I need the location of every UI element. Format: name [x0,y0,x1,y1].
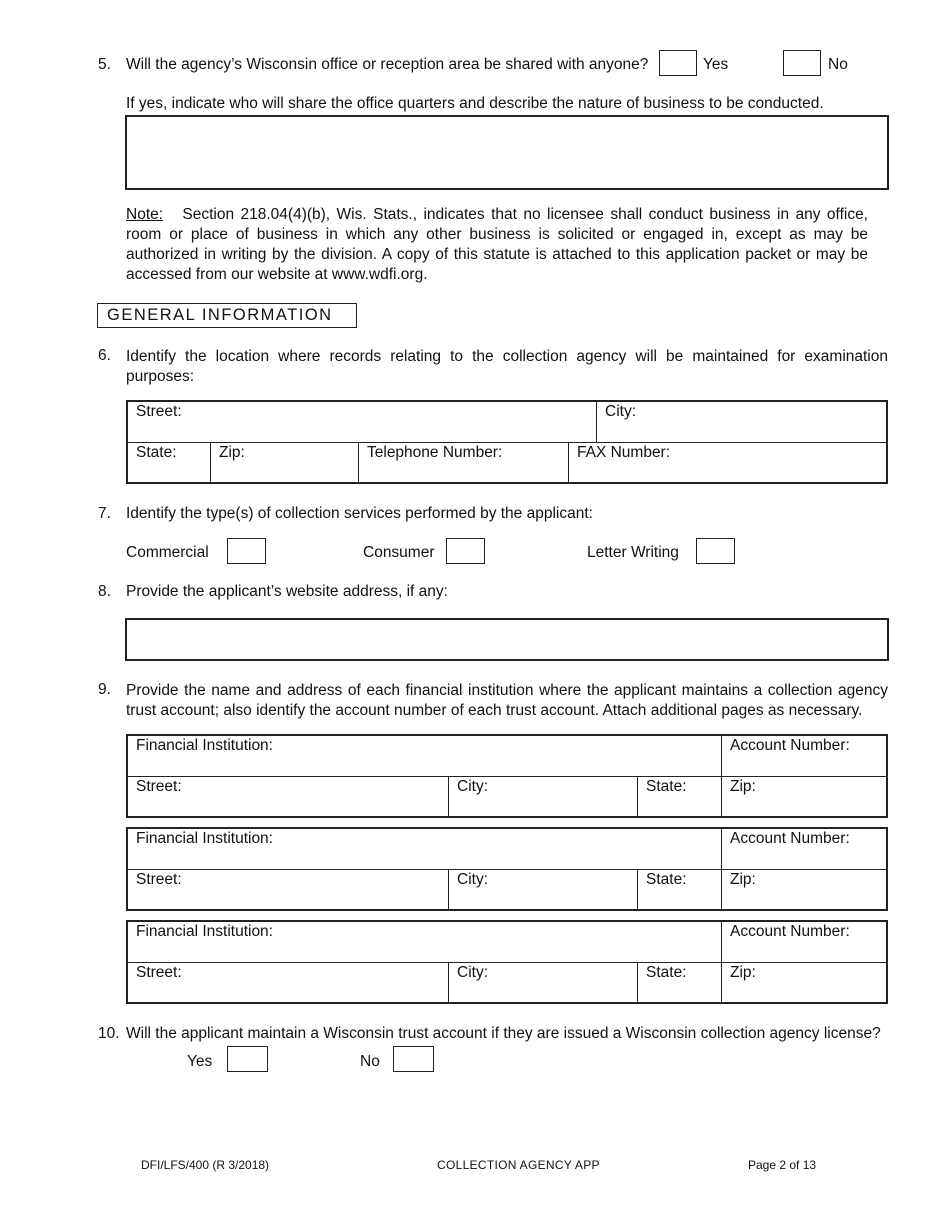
trust-3-account-field[interactable] [721,922,886,962]
state-label: State: [646,871,687,888]
records-street-field[interactable] [128,402,596,442]
records-row-2 [128,442,886,483]
trust-1-zip-field[interactable] [721,777,886,817]
records-location-table [126,400,888,484]
institution-label: Financial Institution: [136,830,273,847]
q7-question: Identify the type(s) of collection services performed by the applicant: [126,505,593,522]
state-label: State: [646,778,687,795]
q10-no-label: No [360,1053,380,1070]
trust-1-institution-field[interactable] [128,736,721,776]
q6-question: Identify the location where records relating to the collection agency will be maintained for examination purposes: [126,348,888,385]
commercial-label: Commercial [126,544,209,561]
institution-label: Financial Institution: [136,737,273,754]
trust-1-street-field[interactable] [128,777,448,817]
trust-3-street-field[interactable] [128,963,448,1003]
trust-2-zip-field[interactable] [721,870,886,910]
trust-account-table-1 [126,734,888,818]
trust-account-table-2 [126,827,888,911]
trust-account-table-3 [126,920,888,1004]
q10-yes-label: Yes [187,1053,213,1070]
consumer-checkbox[interactable] [446,538,485,564]
footer-title: COLLECTION AGENCY APP [437,1158,600,1172]
q5-yes-label: Yes [703,56,729,73]
commercial-checkbox[interactable] [227,538,266,564]
trust-3-institution-field[interactable] [128,922,721,962]
street-label: Street: [136,964,182,981]
q10-no-checkbox[interactable] [393,1046,434,1072]
state-label: State: [646,964,687,981]
footer-page-number: Page 2 of 13 [748,1158,817,1172]
zip-label: Zip: [219,444,245,461]
trust-1-city-field[interactable] [448,777,637,817]
trust-2-row-2 [128,869,886,910]
q8-question: Provide the applicant’s website address, if any: [126,583,448,600]
institution-label: Financial Institution: [136,923,273,940]
trust-1-row-2 [128,776,886,817]
q10-yes-checkbox[interactable] [227,1046,268,1072]
q7-number: 7. [98,505,111,522]
city-label: City: [457,871,488,888]
trust-2-state-field[interactable] [637,870,721,910]
records-state-field[interactable] [128,443,210,483]
q5-yes-checkbox[interactable] [659,50,697,76]
q5-number: 5. [98,56,111,73]
records-fax-field[interactable] [568,443,886,483]
trust-2-city-field[interactable] [448,870,637,910]
trust-1-row-1 [128,736,886,776]
account-label: Account Number: [730,830,850,847]
trust-3-state-field[interactable] [637,963,721,1003]
q5-shared-office-textarea[interactable] [125,115,889,190]
trust-1-state-field[interactable] [637,777,721,817]
letter-writing-label: Letter Writing [587,544,679,561]
q9-question: Provide the name and address of each financial institution where the applicant maintains a collection agency trust account; also identify the account number of each trust account. Attach additional pages as necessary. [126,682,888,719]
trust-2-street-field[interactable] [128,870,448,910]
q5-note [126,205,868,285]
street-label: Street: [136,403,182,420]
website-address-input[interactable] [125,618,889,661]
city-label: City: [605,403,636,420]
city-label: City: [457,778,488,795]
consumer-label: Consumer [363,544,435,561]
zip-label: Zip: [730,778,756,795]
footer-form-id: DFI/LFS/400 (R 3/2018) [141,1158,270,1172]
trust-2-institution-field[interactable] [128,829,721,869]
trust-3-zip-field[interactable] [721,963,886,1003]
zip-label: Zip: [730,871,756,888]
account-label: Account Number: [730,923,850,940]
q5-no-label: No [828,56,848,73]
records-row-1 [128,402,886,442]
q10-question: Will the applicant maintain a Wisconsin trust account if they are issued a Wisconsin collection agency license? [126,1025,881,1042]
zip-label: Zip: [730,964,756,981]
street-label: Street: [136,871,182,888]
q6-number: 6. [98,347,111,364]
note-text: Section 218.04(4)(b), Wis. Stats., indicates that no licensee shall conduct business in any office, room or place of business in which any other business is solicited or engaged in, except as may be authorized in writing by the division. A copy of this statute is attached to this application packet or may be accessed from our website at www.wdfi.org. [126,206,868,283]
note-label: Note: [126,206,164,223]
q5-question: Will the agency’s Wisconsin office or reception area be shared with anyone? [126,56,649,73]
account-label: Account Number: [730,737,850,754]
trust-2-account-field[interactable] [721,829,886,869]
trust-3-row-2 [128,962,886,1003]
trust-1-account-field[interactable] [721,736,886,776]
trust-3-city-field[interactable] [448,963,637,1003]
telephone-label: Telephone Number: [367,444,503,461]
q9-number: 9. [98,681,111,698]
city-label: City: [457,964,488,981]
q5-no-checkbox[interactable] [783,50,821,76]
records-telephone-field[interactable] [358,443,568,483]
q5-followup: If yes, indicate who will share the office quarters and describe the nature of business to be conducted. [126,95,824,112]
street-label: Street: [136,778,182,795]
trust-2-row-1 [128,829,886,869]
section-header-general-information: GENERAL INFORMATION [97,303,357,328]
records-zip-field[interactable] [210,443,358,483]
records-city-field[interactable] [596,402,886,442]
q10-number: 10. [98,1025,120,1042]
q8-number: 8. [98,583,111,600]
state-label: State: [136,444,177,461]
trust-3-row-1 [128,922,886,962]
fax-label: FAX Number: [577,444,671,461]
letter-writing-checkbox[interactable] [696,538,735,564]
